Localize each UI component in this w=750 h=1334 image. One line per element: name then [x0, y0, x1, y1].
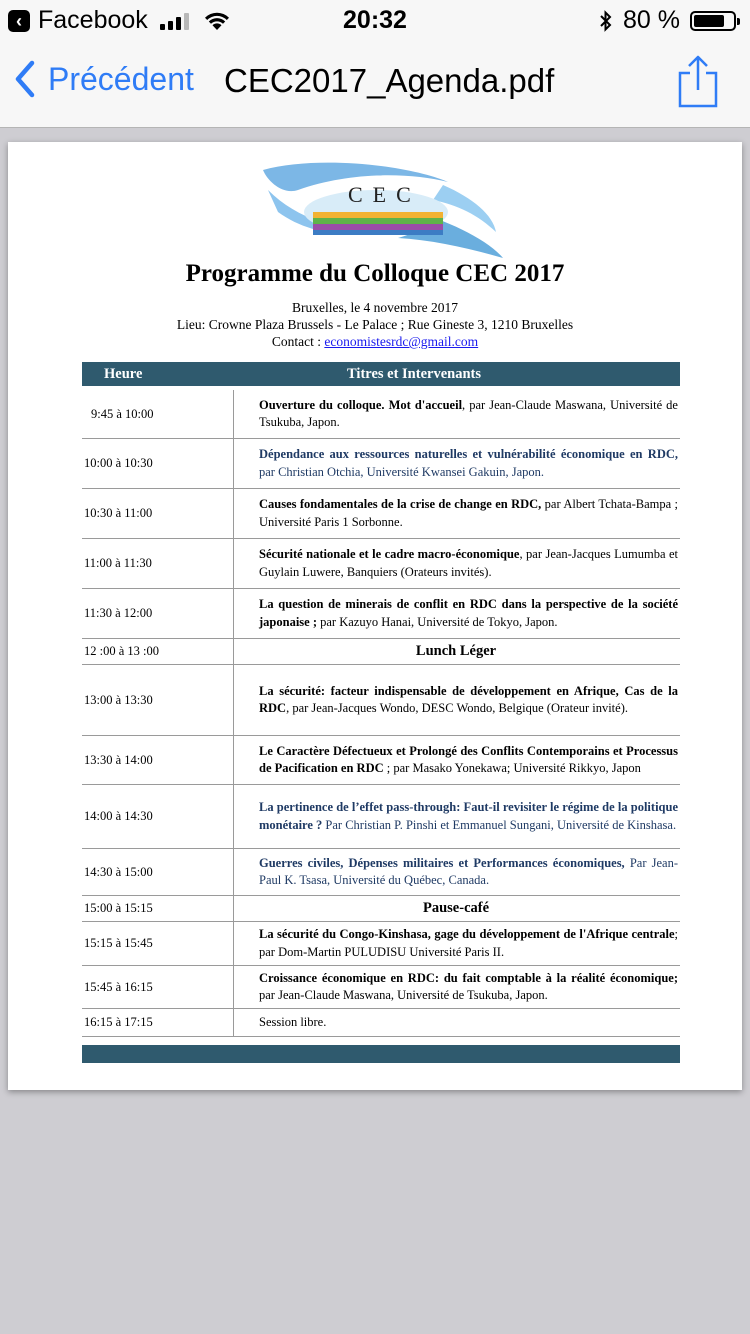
session-details [234, 785, 680, 848]
session-time: 15:00 à 15:15 [82, 896, 234, 921]
session-details [234, 639, 680, 664]
session-details [234, 489, 680, 538]
table-row [82, 539, 680, 589]
session-title: Ouverture du colloque. Mot d'accueil [259, 397, 463, 412]
cec-logo [258, 160, 508, 262]
session-time: 15:45 à 16:15 [82, 966, 234, 1008]
battery-percent: 80 % [623, 6, 680, 34]
chevron-left-icon [14, 60, 36, 98]
table-footer-bar [82, 1045, 680, 1063]
navigation-bar [0, 40, 750, 128]
session-title: Pause-café [422, 899, 490, 916]
session-title: Dépendance aux ressources naturelles et vulnérabilité économique en RDC, [259, 447, 678, 461]
session-presenters: Par Christian P. Pinshi et Emmanuel Sungani, Université de Kinshasa. [322, 817, 677, 832]
contact-email-link[interactable]: economistesrdc@gmail.com [324, 334, 479, 349]
contact-label: Contact : [271, 334, 321, 349]
session-details [234, 589, 680, 638]
session-presenters: , par Jean-Jacques Lumumba et Guylain Luwere, Banquiers (Orateurs invités). [259, 547, 678, 579]
table-row [82, 639, 680, 665]
status-bar [0, 0, 750, 40]
session-title: Lunch Léger [415, 642, 497, 659]
battery-level [694, 15, 724, 27]
back-button-label[interactable]: Précédent [48, 60, 194, 97]
document-title: CEC2017_Agenda.pdf [224, 62, 555, 99]
header-titles: Titres et Intervenants [347, 366, 481, 382]
session-time: 16:15 à 17:15 [82, 1009, 234, 1036]
session-presenters: par Christian Otchia, Université Kwansei Gakuin, Japon. [259, 464, 545, 479]
pdf-page [8, 142, 742, 1090]
session-title: La pertinence de l’effet pass-through: Faut-il revisiter le régime de la politique monétaire ? [259, 800, 678, 832]
contact-line [8, 333, 742, 350]
svg-text:CEC: CEC [348, 182, 421, 207]
table-row [82, 849, 680, 896]
table-row [82, 785, 680, 849]
table-row [82, 439, 680, 489]
session-time: 12 :00 à 13 :00 [82, 639, 234, 664]
header-time: Heure [104, 366, 143, 382]
session-time: 9:45 à 10:00 [82, 390, 234, 438]
session-title: La question de minerais de conflit en RDC dans la perspective de la société japonaise ; [259, 597, 678, 629]
session-title: Croissance économique en RDC: du fait comptable à la réalité économique; [259, 970, 678, 985]
session-title: Guerres civiles, Dépenses militaires et Performances économiques, [259, 855, 625, 870]
session-details [234, 736, 680, 784]
table-row [82, 489, 680, 539]
session-presenters: , par Jean-Claude Maswana, Université de Tsukuba, Japon. [259, 397, 678, 429]
session-time: 10:00 à 10:30 [82, 439, 234, 488]
session-time: 13:30 à 14:00 [82, 736, 234, 784]
table-row [82, 1009, 680, 1037]
table-row [82, 390, 680, 439]
session-details [234, 1009, 680, 1036]
back-button[interactable] [14, 60, 194, 98]
session-time: 14:00 à 14:30 [82, 785, 234, 848]
back-to-app-icon[interactable]: ‹ [8, 10, 30, 32]
session-title: Causes fondamentales de la crise de change en RDC, [259, 497, 542, 511]
session-details [234, 439, 680, 488]
session-presenters: , par Jean-Jacques Wondo, DESC Wondo, Belgique (Orateur invité). [286, 701, 628, 715]
session-details [234, 539, 680, 588]
session-time: 15:15 à 15:45 [82, 922, 234, 965]
session-details [234, 849, 680, 895]
session-title: Sécurité nationale et le cadre macro-économique [259, 547, 520, 561]
table-row [82, 966, 680, 1009]
share-icon[interactable] [676, 54, 720, 110]
table-row [82, 589, 680, 639]
agenda-table [82, 362, 680, 1063]
session-time: 11:30 à 12:00 [82, 589, 234, 638]
clock: 20:32 [343, 6, 407, 34]
table-row [82, 922, 680, 966]
session-presenters: Session libre. [259, 1014, 327, 1029]
session-title: La sécurité du Congo-Kinshasa, gage du développement de l'Afrique centrale [259, 927, 675, 941]
session-time: 11:00 à 11:30 [82, 539, 234, 588]
session-presenters: par Albert Tchata-Bampa ; Université Paris 1 Sorbonne. [259, 497, 678, 529]
session-presenters: Par Jean-Paul K. Tsasa, Université du Québec, Canada. [259, 855, 678, 887]
bluetooth-icon [599, 10, 613, 32]
session-presenters: par Kazuyo Hanai, Université de Tokyo, Japon. [317, 614, 558, 629]
table-row [82, 665, 680, 736]
table-header [82, 362, 680, 386]
session-details [234, 896, 680, 921]
session-time: 13:00 à 13:30 [82, 665, 234, 735]
session-details [234, 922, 680, 965]
agenda-title: Programme du Colloque CEC 2017 [185, 260, 565, 287]
session-title: Le Caractère Défectueux et Prolongé des Conflits Contemporains et Processus de Pacification en RDC [259, 743, 678, 775]
session-details [234, 665, 680, 735]
session-time: 10:30 à 11:00 [82, 489, 234, 538]
table-row [82, 736, 680, 785]
session-presenters: par Jean-Claude Maswana, Université de Tsukuba, Japon. [259, 988, 548, 1002]
session-details [234, 390, 680, 438]
table-row [82, 896, 680, 922]
venue: Lieu: Crowne Plaza Brussels - Le Palace ; Rue Gineste 3, 1210 Bruxelles [176, 317, 574, 332]
agenda-rows [82, 390, 680, 1037]
battery-icon [690, 11, 736, 31]
session-presenters: ; par Dom-Martin PULUDISU Université Paris II. [259, 927, 678, 959]
session-details [234, 966, 680, 1008]
session-time: 14:30 à 15:00 [82, 849, 234, 895]
agenda-meta [8, 299, 742, 350]
back-to-app-label[interactable]: Facebook [38, 6, 148, 34]
session-title: La sécurité: facteur indispensable de développement en Afrique, Cas de la RDC [259, 683, 678, 715]
session-presenters: ; par Masako Yonekawa; Université Rikkyo, Japon [383, 761, 641, 775]
place-date: Bruxelles, le 4 novembre 2017 [291, 300, 459, 315]
